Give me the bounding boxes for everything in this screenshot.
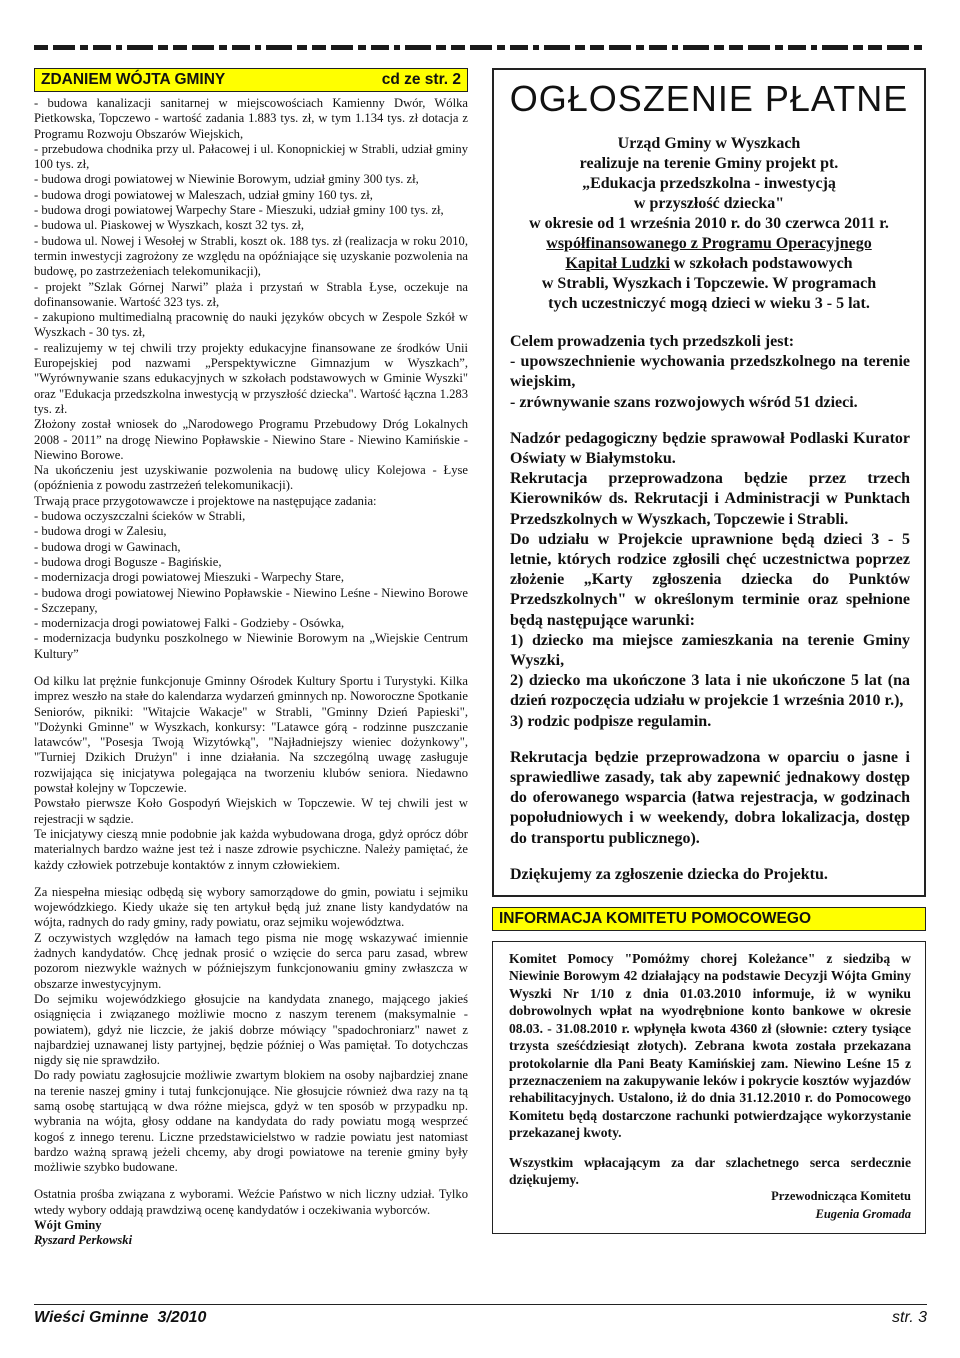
mayor-column [34,68,468,1249]
list-item: - modernizacja drogi powiatowej Mieszuki - Warpechy Stare, [34,570,344,585]
section-title: ZDANIEM WÓJTA GMINY [41,71,226,89]
thanks-text: Dziękujemy za zgłoszenie dziecka do Projektu. [510,865,828,883]
list-item: - przebudowa chodnika przy ul. Pałacowej i ul. Konopnickiej w Strabli, udział gminy 100 tys. zł, [34,141,468,172]
goals-title: Celem prowadzenia tych przedszkoli jest: [510,333,795,350]
committee-sign-name: Eugenia Gromada [815,1206,911,1221]
eligibility-text: Do udziału w Projekcie uprawnione będą dzieci 3 - 5 letnie, których rodzice zgłosili chęć uczestnictwa poprzez złożenie „Karty zgłoszenia dziecka do Punktów Przedszkolnych" w określonym terminie oraz spełnione będą następujące warunki: [510,530,910,629]
program-link: współfinansowanego z Programu Operacyjnego [546,235,872,252]
list-item: - budowa kanalizacji sanitarnej w miejscowościach Kamienny Dwór, Wólka Pietkowska, Topczewo - wartość zadania 1.883 tys. zł, w tym 1.134 tys. zł dotacja z Programu Rozwoju Obszarów Wiejskich, [34,96,468,141]
page-number: str. 3 [892,1309,927,1326]
goal-item: - upowszechnienie wychowania przedszkolnego na terenie wiejskim, [510,353,910,391]
list-item: - modernizacja drogi powiatowej Falki - Godzieby - Osówka, [34,616,345,631]
section-header [34,68,468,92]
publication-name: Wieści Gminne 3/2010 [34,1309,207,1326]
list-item: - zakupiono multimedialną pracownię do nauki języków obcych w Zespole Szkół w Wyszkach - 30 tys. zł, [34,310,468,340]
paragraph: Do sejmiku wojewódzkiego głosujcie na kandydata znanego, mającego jakieś osiągnięcia i związanego możliwie mocno z naszym terenem (maksymalnie - powiatem), gdyż nie liczcie, że jakiś dobrze mówiący "spadochroniarz" nawet z najbardziej uznawanej listy partyjnej, będzie później o Was pamiętał. To dotychczas nigdy się nie sprawdziło. [34,991,468,1068]
paragraph: Od kilku lat prężnie funkcjonuje Gminny Ośrodek Kultury Sportu i Turystyki. Kilka imprez weszło na stałe do kalendarza wydarzeń gminnych np. Noworoczne Spotkanie Seniorów, pikniki: "Witajcie Wakacje" w Strabli, "Gminny Dzień Papieski", "Dożynki Gminne" w Wyszkach, konkursy: "Latawce górą - rodzinne puszczanie latawców", "Posesja Twoją Wizytówką", "Najładniejszy wieniec dożynkowy", "Turniej Dzikich Drużyn" i inne działania. Na szczególną uwagę zasługuje rozwijająca się inicjatywa polegająca na tworzeniu klubów seniora. Niedawno powstał kolejny w Topczewie. [34,673,468,796]
list-item: - budowa drogi powiatowej w Maleszach, udział gminy 160 tys. zł, [34,187,373,202]
paragraph: Powstało pierwsze Koło Gospodyń Wiejskich w Topczewie. W tej chwili jest w rejestracji w sądzie. [34,796,468,826]
committee-header: INFORMACJA KOMITETU POMOCOWEGO [492,907,926,931]
list-item: - budowa oczyszczalni ścieków w Strabli, [34,509,246,524]
committee-thanks: Wszystkim wpłacającym za dar szlachetnego serca serdecznie dziękujemy. [509,1154,911,1187]
ad-intro: Urząd Gminy w Wyszkach realizuje na terenie Gminy projekt pt. „Edukacja przedszkolna - inwestycją w przyszłość dziecka" w okresie od 1 września 2010 r. do 30 czerwca 2011 r. współfinansowanego z Programu Operacyjnego Kapitał Ludzki w szkołach podstawowych w Strabli, Wyszkach i Topczewie. W programach tych uczestniczyć mogą dzieci w wieku 3 - 5 lat. [529,135,889,312]
list-item: - budowa drogi powiatowej Warpechy Stare - Mieszuki, udział gminy 100 tys. zł, [34,203,444,218]
decorative-dash-border [34,43,927,52]
list-item: - budowa drogi w Zalesiu, [34,524,167,539]
paragraph: Na ukończeniu jest uzyskiwanie pozwolenia na budowę ulicy Kolejowa - Łyse (opóźnienia z powodu zastrzeżeń telekomunikacji). [34,463,468,493]
list-item: - budowa ul. Piaskowej w Wyszkach, koszt 32 tys. zł, [34,218,305,233]
committee-sign-title: Przewodnicząca Komitetu [771,1189,911,1204]
ad-title: OGŁOSZENIE PŁATNE [509,78,909,119]
paragraph: Złożony został wniosek do „Narodowego Programu Przebudowy Dróg Lokalnych 2008 - 2011” na drogę Niewino Popławskie - Niewino Stare - Niewino Kamińskie - Niewino Borowe. [34,417,468,462]
list-item: - budowa drogi Bogusze - Bagińskie, [34,554,222,569]
list-item: - budowa drogi powiatowej Niewino Popławskie - Niewino Leśne - Niewino Borowe - Szczepany, [34,585,468,615]
supervision-text: Nadzór pedagogiczny będzie sprawował Podlaski Kurator Oświaty w Białymstoku. [510,429,910,468]
condition-item: 1) dziecko ma miejsce zamieszkania na terenie Gminy Wyszki, [510,631,910,670]
committee-text: Komitet Pomocy "Pomóżmy chorej Koleżance" z siedzibą w Niewinie Borowym 42 działający na podstawie Decyzji Wójta Gminy Wyszki Nr 1/10 z dnia 01.03.2010 informuje, iż w wyniku dobrowolnych wpłat na wyodrębnione konto bankowe w okresie 08.03. - 31.08.2010 r. wpłynęła kwota 4360 zł (słownie: cztery tysiące trzysta sześćdziesiąt złotych). Zebrana kwota została przekazana protokolarnie dla Pani Beaty Kamińskiej zam. Niewino Leśne 15 z przeznaczeniem na zakupywanie leków i pokrycie kosztów wyjazdów rehabilitacyjnych. Ustalono, iż do dnia 31.12.2010 r. do Pomocowego Komitetu będą dostarczone rachunki potwierdzające wykorzystanie przekazanej kwoty. [509,951,911,1141]
committee-box [492,941,926,1234]
paragraph: Ostatnia prośba związana z wyborami. Weźcie Państwo w nich liczny udział. Tylko wtedy wybory oddają prawdziwą ocenę kandydatów i oczekiwania wyborców. [34,1187,468,1217]
goal-item: - zrównywanie szans rozwojowych wśród 51 dzieci. [510,393,858,411]
paid-ad-box [492,68,926,897]
list-item: - realizujemy w tej chwili trzy projekty edukacyjne finansowane ze środków Unii Europejskiej pod nazwami „Perspektywiczne Gimnazjum w Wyszkach”, "Wyrównywanie szans edukacyjnych w szkołach podstawowych w Gminie Wyszki" oraz "Edukacja przedszkolna inwestycją w przyszłość dziecka". Wartość łączna 1.283 tys. zł. [34,340,468,416]
list-item: - budowa drogi powiatowej w Niewinie Borowym, udział gminy 300 tys. zł, [34,172,419,187]
paragraph: Trwają prace przygotowawcze i projektowe na następujące zadania: [34,493,377,508]
paragraph: Z oczywistych względów na łamach tego pisma nie mogę wskazywać imiennie żadnych kandydatów. Chcę jednak prosić o wzięcie do serca paru zasad, wbrew pozorom niezwykle ważnych w późniejszym funkcjonowaniu gminy zwłaszcza w obszarze inwestycyjnym. [34,930,468,991]
right-column [492,68,926,1234]
list-item: - budowa drogi w Gawinach, [34,539,181,554]
list-item: - modernizacja budynku poszkolnego w Niewinie Borowym na „Wiejskie Centrum Kultury” [34,631,468,661]
page-footer [34,1304,927,1327]
paragraph: Za niespełna miesiąc odbędą się wybory samorządowe do gmin, powiatu i sejmiku wojewódzkiego. Kiedy ukaże się ten artykuł będą już znane listy kandydatów na wójta, radnych do rady gminy, rady powiatu, oraz sejmiku województwa. [34,884,468,930]
section-continuation: cd ze str. 2 [381,71,461,89]
paragraph: Te inicjatywy cieszą mnie podobnie jak każda wybudowana droga, gdyż oprócz dóbr materialnych bardzo ważne jest też i nasze zdrowie psychiczne. Należy pamiętać, że każdy człowiek potrzebuje kontaktów z innym człowiekiem. [34,826,468,872]
signature-name: Ryszard Perkowski [34,1233,133,1248]
fairness-text: Rekrutacja będzie przeprowadzona w oparciu o jasne i sprawiedliwe zasady, tak aby zapewnić jednakowy dostęp do oferowanego wsparcia (łatwa rejestracja, w godzinach popołudniowych i w weekendy, dobra lokalizacja, dostęp do transportu publicznego). [510,748,910,847]
condition-item: 2) dziecko ma ukończone 3 lata i nie ukończone 5 lat (na dzień rozpoczęcia udziału w projekcie 1 września 2010 r.), [510,672,910,710]
list-item: - projekt ”Szlak Górnej Narwi” plaża i przystań w Strabla Łyse, oczekuje na dofinansowanie. Wartość 323 tys. zł, [34,279,468,309]
ad-body [510,332,910,885]
signature-title: Wójt Gminy [34,1218,102,1233]
recruitment-text: Rekrutacja przeprowadzona będzie przez trzech Kierowników ds. Rekrutacji i Administracji w Punktach Przedszkolnych w Wyszkach, Topczewie i Strabli. [510,470,910,528]
condition-item: 3) rodzic podpisze regulamin. [510,712,712,730]
paragraph: Do rady powiatu zagłosujcie możliwie zwartym blokiem na osoby najbardziej znane na terenie naszej gminy i tutaj funkcjonujące. Nie głosujcie również dwa razy na tą samą osobę startującą w dwa różne miejsca, gdyż w ten sposób w przypadku np. wybrania na wójta, głosy oddane na kandydata do rady powiatu mogą wesprzeć kogoś z innego terenu. Liczne przedstawicielstwo w radzie powiatu jest natomiast bardzo ważną sprawą jeżeli chcemy, aby drogi powiatowe na terenie gminy były możliwie szybko budowane. [34,1068,468,1175]
list-item: - budowa ul. Nowej i Wesołej w Strabli, koszt ok. 188 tys. zł (realizacja w roku 2010, termin inwestycji zagrożony ze względu na opóźniające się uzyskanie pozwolenia na budowę, po zastrzeżeniach telekomunikacji), [34,233,468,279]
